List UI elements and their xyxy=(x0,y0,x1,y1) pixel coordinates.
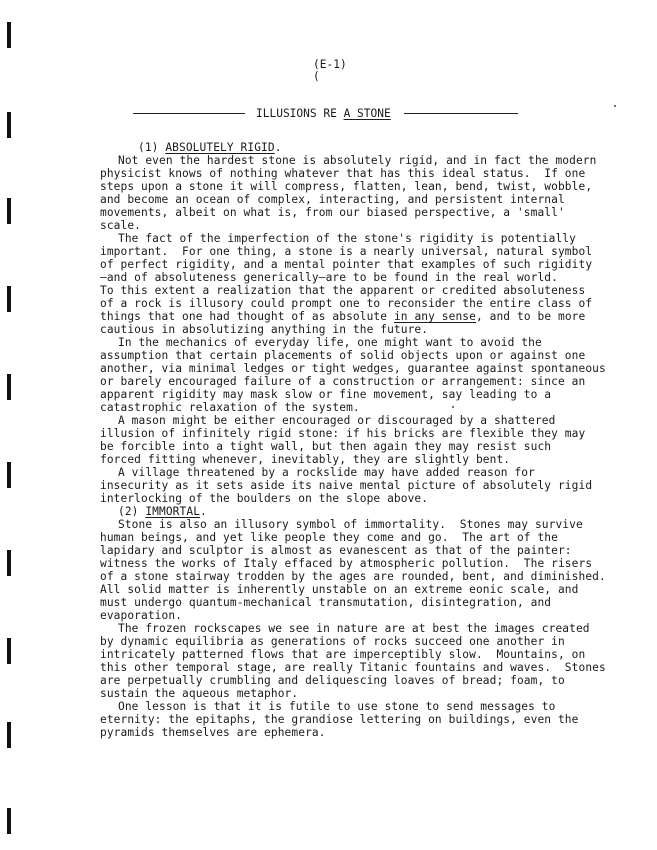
text-line: catastrophic relaxation of the system. xyxy=(100,401,360,414)
text-line: A village threatened by a rockslide may have added reason for xyxy=(118,466,535,479)
text-line: The fact of the imperfection of the stone's rigidity is potentially xyxy=(118,232,576,245)
scan-speck xyxy=(614,105,616,107)
text-line: apparent rigidity may mask slow or fine movement, say leading to a xyxy=(100,388,552,401)
text-line: —and of absoluteness generically—are to be found in the real world. xyxy=(100,271,558,284)
text-line: must undergo quantum-mechanical transmutation, disintegration, and xyxy=(100,596,552,609)
text-line: lapidary and sculptor is almost as evanescent as that of the painter: xyxy=(100,544,572,557)
title-rule-right xyxy=(404,113,518,114)
text-line: insecurity as it sets aside its naive mental picture of absolutely rigid xyxy=(100,479,593,492)
page-number: (E-1) xyxy=(313,58,347,71)
binder-mark xyxy=(7,112,11,138)
text-line: evaporation. xyxy=(100,609,183,622)
binder-mark xyxy=(7,22,11,48)
text-line: and become an ocean of complex, interacting, and persistent internal xyxy=(100,193,565,206)
text-line: One lesson is that it is futile to use stone to send messages to xyxy=(118,700,556,713)
text-line: another, via minimal ledges or tight wedges, guarantee against spontaneous xyxy=(100,362,606,375)
text-line: illusion of infinitely rigid stone: if his bricks are flexible they may xyxy=(100,427,586,440)
text-line: of a stone stairway trodden by the ages are rounded, bent, and diminished. xyxy=(100,570,606,583)
text-line: In the mechanics of everyday life, one might want to avoid the xyxy=(118,336,542,349)
binder-mark xyxy=(7,722,11,748)
text-line: or barely encouraged failure of a construction or arrangement: since an xyxy=(100,375,586,388)
text-line: sustain the aqueous metaphor. xyxy=(100,687,299,700)
text-line: The frozen rockscapes we see in nature are at best the images created xyxy=(118,622,590,635)
binder-mark xyxy=(7,462,11,488)
binder-mark xyxy=(7,286,11,312)
text-line: physicist knows of nothing whatever that has this ideal status. If one xyxy=(100,167,586,180)
text-line: Not even the hardest stone is absolutely rigid, and in fact the modern xyxy=(118,154,597,167)
text-line: assumption that certain placements of solid objects upon or against one xyxy=(100,349,586,362)
scan-speck xyxy=(452,406,454,408)
text-line: human beings, and yet like people they come and go. The art of the xyxy=(100,531,558,544)
binder-mark xyxy=(7,638,11,664)
section-heading: (2) IMMORTAL. xyxy=(118,505,207,518)
binder-mark xyxy=(7,374,11,400)
text-line: of perfect rigidity, and a mental pointer that examples of such rigidity xyxy=(100,258,593,271)
text-line: forced fitting whenever, inevitably, they are slightly bent. xyxy=(100,453,511,466)
text-line: All solid matter is inherently unstable on an extreme eonic scale, and xyxy=(100,583,579,596)
text-line: movements, albeit on what is, from our biased perspective, a 'small' xyxy=(100,206,565,219)
page-title: ILLUSIONS RE A STONE xyxy=(256,107,391,120)
text-line: are perpetually crumbling and deliquescing loaves of bread; foam, to xyxy=(100,674,565,687)
text-line: of a rock is illusory could prompt one to reconsider the entire class of xyxy=(100,297,593,310)
text-line: interlocking of the boulders on the slope above. xyxy=(100,492,429,505)
text-line: intricately patterned flows that are imperceptibly slow. Mountains, on xyxy=(100,648,586,661)
text-line: eternity: the epitaphs, the grandiose lettering on buildings, even the xyxy=(100,713,579,726)
text-line: Stone is also an illusory symbol of immortality. Stones may survive xyxy=(118,518,583,531)
binder-mark xyxy=(7,808,11,834)
title-rule-left xyxy=(133,113,245,114)
text-line: by dynamic equilibria as generations of rocks succeed one another in xyxy=(100,635,565,648)
text-line: witness the works of Italy effaced by atmospheric pollution. The risers xyxy=(100,557,593,570)
text-line: To this extent a realization that the apparent or credited absoluteness xyxy=(100,284,586,297)
section-heading: (1) ABSOLUTELY RIGID. xyxy=(138,141,282,154)
text-line: this other temporal stage, are really Titanic fountains and waves. Stones xyxy=(100,661,606,674)
text-line: be forcible into a tight wall, but then again they may resist such xyxy=(100,440,552,453)
text-line: A mason might be either encouraged or discouraged by a shattered xyxy=(118,414,556,427)
binder-mark xyxy=(7,550,11,576)
text-line: important. For one thing, a stone is a nearly universal, natural symbol xyxy=(100,245,593,258)
text-line: scale. xyxy=(100,219,142,232)
binder-mark xyxy=(7,198,11,224)
text-line: pyramids themselves are ephemera. xyxy=(100,726,326,739)
text-line: steps upon a stone it will compress, flatten, lean, bend, twist, wobble, xyxy=(100,180,593,193)
page-number-paren: ( xyxy=(313,70,320,83)
text-line: things that one had thought of as absolute in any sense, and to be more xyxy=(100,310,586,323)
text-line: cautious in absolutizing anything in the future. xyxy=(100,323,429,336)
